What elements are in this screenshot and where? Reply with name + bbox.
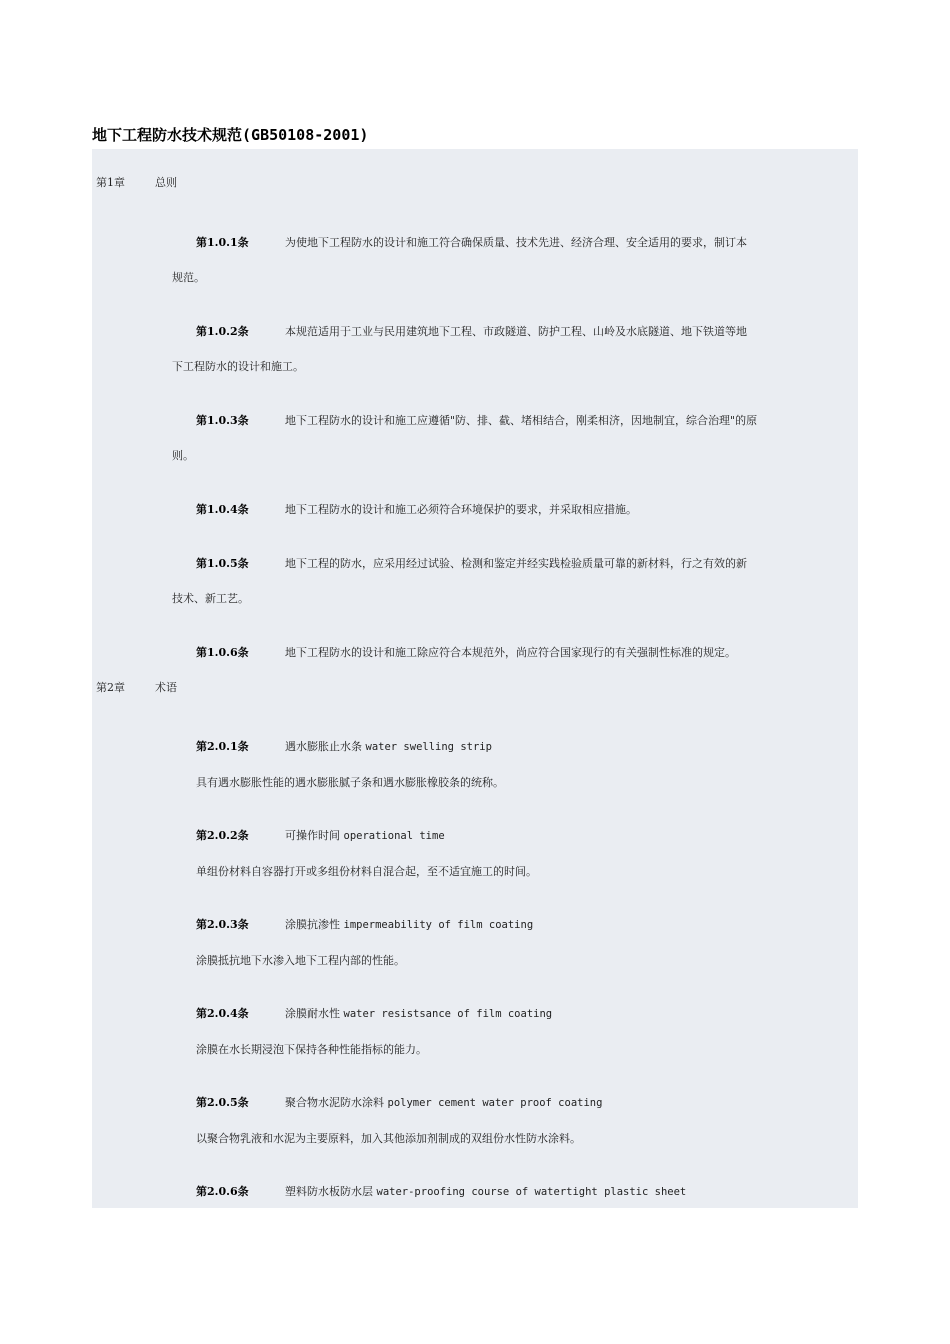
term-2-0-3 bbox=[172, 907, 782, 978]
term-definition: 以聚合物乳液和水泥为主要原料，加入其他添加剂制成的双组份水性防水涂料。 bbox=[196, 1132, 581, 1145]
article-1-0-2 bbox=[172, 314, 782, 384]
article-number: 第1.0.4条 bbox=[196, 503, 249, 516]
article-number: 第1.0.3条 bbox=[196, 414, 249, 427]
article-text-continued: 下工程防水的设计和施工。 bbox=[172, 360, 304, 373]
article-number: 第1.0.1条 bbox=[196, 236, 249, 249]
chapter-heading bbox=[96, 174, 177, 190]
term-name: 涂膜耐水性 bbox=[285, 1007, 340, 1020]
term-name: 遇水膨胀止水条 bbox=[285, 740, 362, 753]
term-2-0-2 bbox=[172, 818, 782, 889]
article-1-0-3 bbox=[172, 403, 782, 473]
term-name: 涂膜抗渗性 bbox=[285, 918, 340, 931]
term-english: water-proofing course of watertight plastic sheet bbox=[376, 1186, 687, 1198]
term-english: operational time bbox=[343, 830, 445, 842]
term-english: impermeability of film coating bbox=[343, 919, 534, 931]
article-number: 第1.0.2条 bbox=[196, 325, 249, 338]
term-definition: 具有遇水膨胀性能的遇水膨胀腻子条和遇水膨胀橡胶条的统称。 bbox=[196, 776, 504, 789]
article-text-continued: 则。 bbox=[172, 449, 194, 462]
term-definition: 单组份材料自容器打开或多组份材料自混合起，至不适宜施工的时间。 bbox=[196, 865, 537, 878]
chapter-name: 总则 bbox=[155, 176, 177, 189]
article-number: 第2.0.1条 bbox=[196, 740, 249, 753]
article-number: 第1.0.5条 bbox=[196, 557, 249, 570]
article-1-0-6 bbox=[172, 635, 782, 670]
term-2-0-1 bbox=[172, 729, 782, 800]
article-1-0-5 bbox=[172, 546, 782, 616]
term-name: 可操作时间 bbox=[285, 829, 340, 842]
term-definition: 涂膜抵抗地下水渗入地下工程内部的性能。 bbox=[196, 954, 405, 967]
term-name: 塑料防水板防水层 bbox=[285, 1185, 373, 1198]
article-text: 地下工程防水的设计和施工除应符合本规范外，尚应符合国家现行的有关强制性标准的规定。 bbox=[285, 646, 736, 659]
article-1-0-4 bbox=[172, 492, 782, 527]
chapter-name: 术语 bbox=[155, 681, 177, 694]
term-english: water swelling strip bbox=[365, 741, 492, 753]
article-text-continued: 技术、新工艺。 bbox=[172, 592, 249, 605]
content-panel bbox=[92, 149, 858, 1208]
article-1-0-1 bbox=[172, 225, 782, 295]
term-2-0-5 bbox=[172, 1085, 782, 1156]
term-name: 聚合物水泥防水涂料 bbox=[285, 1096, 384, 1109]
article-number: 第2.0.3条 bbox=[196, 918, 249, 931]
article-number: 第2.0.6条 bbox=[196, 1185, 249, 1198]
article-text: 为使地下工程防水的设计和施工符合确保质量、技术先进、经济合理、安全适用的要求，制订本 bbox=[285, 236, 747, 249]
term-english: water resistsance of film coating bbox=[343, 1008, 553, 1020]
article-text: 本规范适用于工业与民用建筑地下工程、市政隧道、防护工程、山岭及水底隧道、地下铁道等地 bbox=[285, 325, 747, 338]
chapter-number: 第2章 bbox=[96, 681, 125, 694]
article-number: 第2.0.5条 bbox=[196, 1096, 249, 1109]
term-english: polymer cement water proof coating bbox=[387, 1097, 603, 1109]
term-2-0-4 bbox=[172, 996, 782, 1067]
article-number: 第1.0.6条 bbox=[196, 646, 249, 659]
article-text: 地下工程防水的设计和施工应遵循"防、排、截、堵相结合，刚柔相济，因地制宜，综合治理"的原 bbox=[285, 414, 758, 427]
term-definition: 涂膜在水长期浸泡下保持各种性能指标的能力。 bbox=[196, 1043, 427, 1056]
chapter-heading bbox=[96, 679, 177, 695]
article-text: 地下工程防水的设计和施工必须符合环境保护的要求，并采取相应措施。 bbox=[285, 503, 637, 516]
article-number: 第2.0.4条 bbox=[196, 1007, 249, 1020]
document-title: 地下工程防水技术规范(GB50108-2001) bbox=[92, 126, 369, 144]
chapter-number: 第1章 bbox=[96, 176, 125, 189]
article-text: 地下工程的防水，应采用经过试验、检测和鉴定并经实践检验质量可靠的新材料，行之有效的新 bbox=[285, 557, 747, 570]
term-2-0-6 bbox=[172, 1174, 782, 1210]
article-text-continued: 规范。 bbox=[172, 271, 205, 284]
article-number: 第2.0.2条 bbox=[196, 829, 249, 842]
